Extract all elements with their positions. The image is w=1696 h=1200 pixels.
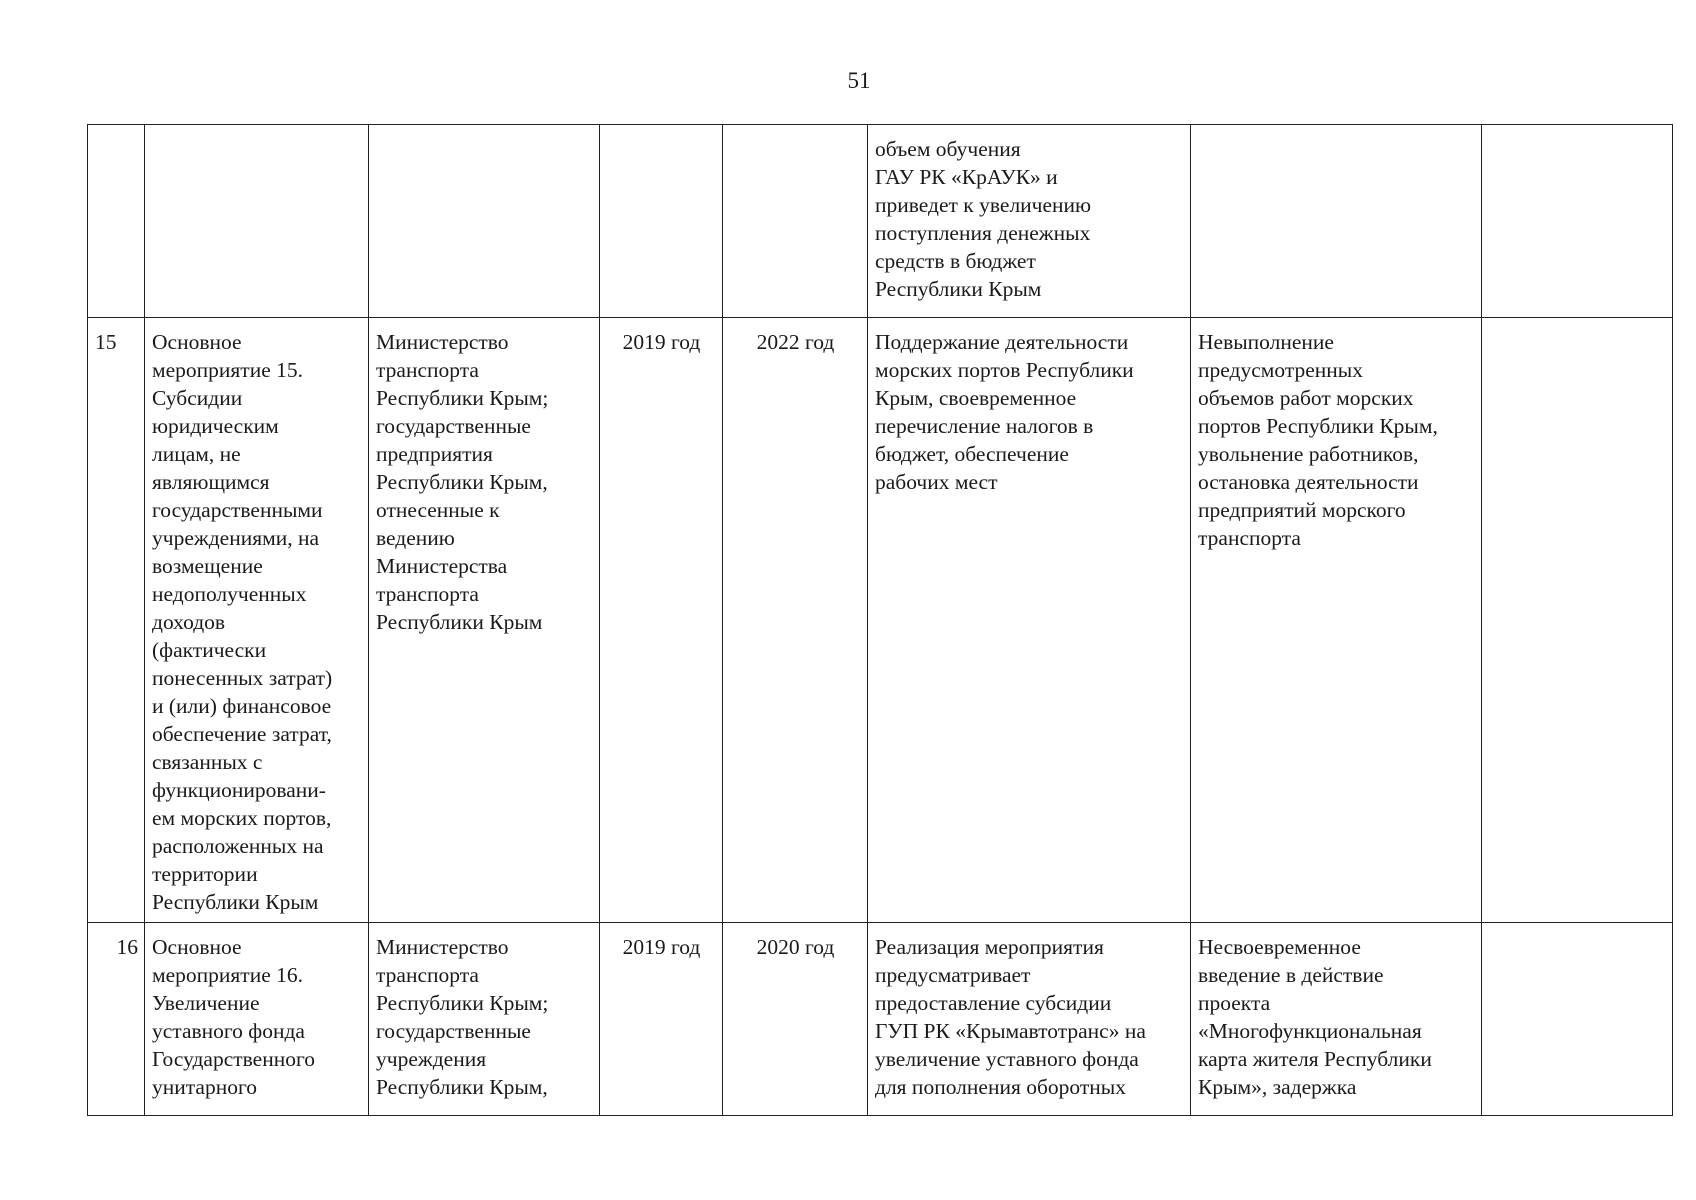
page-number: 51 [847,68,871,93]
note-cell [1482,318,1673,923]
start-year-cell: 2019 год [600,923,723,1116]
end-year-cell [723,125,868,318]
executor-cell: Министерство транспорта Республики Крым; государственные предприятия Республики Крым, отнесенные к ведению Министерства транспорта Республики Крым [369,318,600,923]
note-cell [1482,125,1673,318]
risk-cell: Несвоевременное введение в действие проекта «Многофункциональная карта жителя Республики Крым», задержка [1191,923,1482,1116]
note-cell [1482,923,1673,1116]
expected-result-cell: Реализация мероприятия предусматривает предоставление субсидии ГУП РК «Крымавтотранс» на увеличение уставного фонда для пополнения оборотных [868,923,1191,1116]
activity-cell: Основное мероприятие 16. Увеличение уставного фонда Государственного унитарного [145,923,369,1116]
expected-result-cell: объем обучения ГАУ РК «КрАУК» и приведет к увеличению поступления денежных средств в бюджет Республики Крым [868,125,1191,318]
activity-cell [145,125,369,318]
row-number-cell [88,125,145,318]
table-row [88,125,1673,318]
activity-cell: Основное мероприятие 15. Субсидии юридическим лицам, не являющимся государственными учреждениями, на возмещение недополученных доходов (фактически понесенных затрат) и (или) финансовое обеспечение затрат, связанных с функционировани- ем морских портов, расположенных на территории Республики Крым [145,318,369,923]
executor-cell: Министерство транспорта Республики Крым; государственные учреждения Республики Крым, [369,923,600,1116]
end-year-cell: 2020 год [723,923,868,1116]
table-row [88,923,1673,1116]
risk-cell: Невыполнение предусмотренных объемов работ морских портов Республики Крым, увольнение работников, остановка деятельности предприятий морского транспорта [1191,318,1482,923]
start-year-cell [600,125,723,318]
start-year-cell: 2019 год [600,318,723,923]
row-number-cell: 16 [88,923,145,1116]
end-year-cell: 2022 год [723,318,868,923]
measures-table [87,124,1673,1116]
executor-cell [369,125,600,318]
risk-cell [1191,125,1482,318]
expected-result-cell: Поддержание деятельности морских портов Республики Крым, своевременное перечисление налогов в бюджет, обеспечение рабочих мест [868,318,1191,923]
table-row [88,318,1673,923]
row-number-cell: 15 [88,318,145,923]
